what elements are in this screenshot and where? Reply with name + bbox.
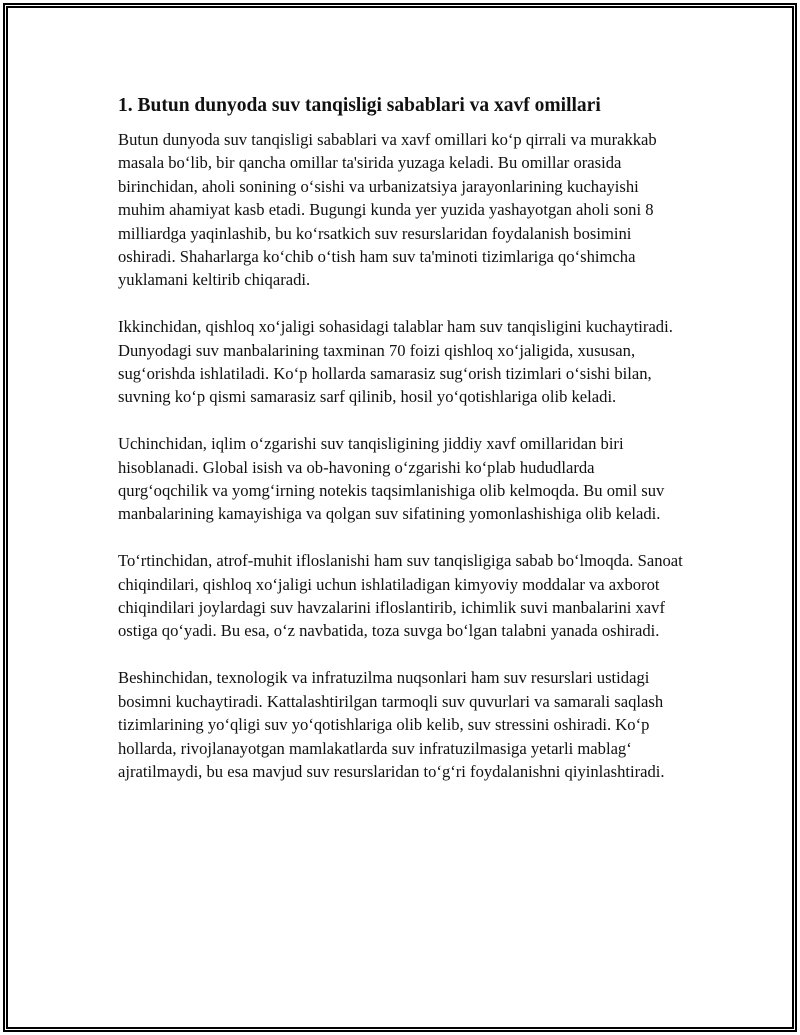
paragraph-2: Ikkinchidan, qishloq xo‘jaligi sohasidagi talablar ham suv tanqisligini kuchaytiradi. Dunyodagi suv manbalarining taxminan 70 foizi qishloq xo‘jaligida, xususan, sug‘orishda ishlatiladi. Ko‘p hollarda samarasiz sug‘orish tizimlari o‘sishi bilan, suvning ko‘p qismi samarasiz sarf qilinib, hosil yo‘qotishlariga olib keladi. bbox=[118, 317, 673, 407]
paragraph-1: Butun dunyoda suv tanqisligi sabablari va xavf omillari ko‘p qirrali va murakkab masala bo‘lib, bir qancha omillar ta'sirida yuzaga keladi. Bu omillar orasida birinchidan, aholi sonining o‘sishi va urbanizatsiya jarayonlarining kuchayishi muhim ahamiyat kasb etadi. Bugungi kunda yer yuzida yashayotgan aholi soni 8 milliardga yaqinlashib, bu ko‘rsatkich suv resurslaridan foydalanish bosimini oshiradi. Shaharlarga ko‘chib o‘tish ham suv ta'minoti tizimlariga qo‘shimcha yuklamani keltirib chiqaradi. bbox=[118, 130, 657, 290]
paragraph-3: Uchinchidan, iqlim o‘zgarishi suv tanqisligining jiddiy xavf omillaridan biri hisoblanadi. Global isish va ob-havoning o‘zgarishi ko‘plab hududlarda qurg‘oqchilik va yomg‘irning notekis taqsimlanishiga olib kelmoqda. Bu omil suv manbalarining kamayishiga va qolgan suv sifatining yomonlashishiga olib keladi. bbox=[118, 434, 665, 524]
paragraph-5: Beshinchidan, texnologik va infratuzilma nuqsonlari ham suv resurslari ustidagi bosimni kuchaytiradi. Kattalashtirilgan tarmoqli suv quvurlari va samarali saqlash tizimlarining yo‘qligi suv yo‘qotishlariga olib kelib, suv stressini oshiradi. Ko‘p hollarda, rivojlanayotgan mamlakatlarda suv infratuzilmasiga yetarli mablag‘ ajratilmaydi, bu esa mavjud suv resurslaridan to‘g‘ri foydalanishni qiyinlashtiradi. bbox=[118, 668, 665, 781]
document-body bbox=[118, 94, 684, 807]
section-heading: 1. Butun dunyoda suv tanqisligi sabablari va xavf omillari bbox=[118, 95, 601, 116]
paragraph-4: To‘rtinchidan, atrof-muhit ifloslanishi ham suv tanqisligiga sabab bo‘lmoqda. Sanoat chiqindilari, qishloq xo‘jaligi uchun ishlatiladigan kimyoviy moddalar va axborot chiqindilari joylardagi suv havzalarini ifloslantirib, ichimlik suvi manbalarini xavf ostiga qo‘yadi. Bu esa, o‘z navbatida, toza suvga bo‘lgan talabni yanada oshiradi. bbox=[118, 551, 683, 641]
